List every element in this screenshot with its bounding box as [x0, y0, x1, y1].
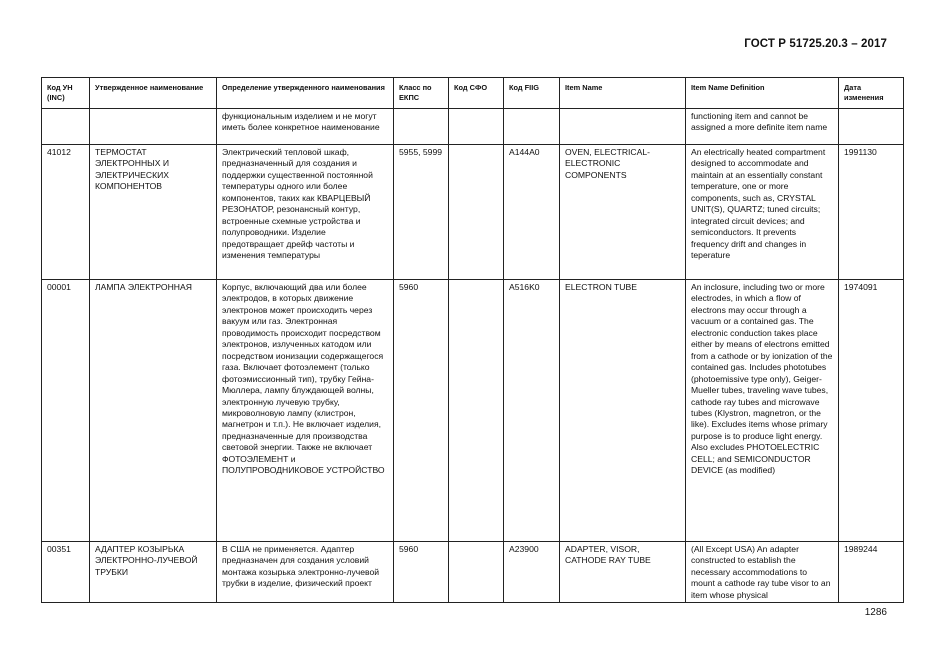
cell-code: 41012: [42, 145, 90, 280]
specification-table: [41, 77, 904, 603]
cell-fiig: A144A0: [504, 145, 560, 280]
table-row: [42, 542, 904, 603]
column-header-definition: Определение утвержденного наименования: [217, 78, 394, 109]
cell-class: 5960: [394, 280, 449, 542]
cell-code: [42, 109, 90, 145]
cell-definition: Корпус, включающий два или более электродов, в которых движение электронов может происходить через вакуум или газ. Электронная проводимость происходит посредством электронов, излученных катодом или посредством ионизации содержащегося газа. Включает фотоэлемент (только фотоэмиссионный тип), трубку Гейна-Мюллера, лампу блуждающей волны, электронную лучевую трубку, микроволновую лампу (клистрон, магнетрон и т.п.). Не включает изделия, предназначенные для производства световой энергии. Также не включает ФОТОЭЛЕМЕНТ и ПОЛУПРОВОДНИКОВОЕ УСТРОЙСТВО: [217, 280, 394, 542]
cell-name: АДАПТЕР КОЗЫРЬКА ЭЛЕКТРОННО-ЛУЧЕВОЙ ТРУБКИ: [90, 542, 217, 603]
cell-date: [839, 109, 904, 145]
cell-item-name: [560, 109, 686, 145]
column-header-sfo: Код СФО: [449, 78, 504, 109]
cell-class: 5955, 5999: [394, 145, 449, 280]
cell-sfo: [449, 542, 504, 603]
column-header-name: Утвержденное наименование: [90, 78, 217, 109]
cell-item-definition: functioning item and cannot be assigned a more definite item name: [686, 109, 839, 145]
cell-definition: Электрический тепловой шкаф, предназначенный для создания и поддержки существенной постоянной температуры одного или более компонентов, таких как КВАРЦЕВЫЙ РЕЗОНАТОР, резонансный контур, встроенные схемные устройства и полупроводники. Изделие предотвращает дрейф частоты и изменения температуры: [217, 145, 394, 280]
cell-item-name: ELECTRON TUBE: [560, 280, 686, 542]
cell-code: 00351: [42, 542, 90, 603]
cell-code: 00001: [42, 280, 90, 542]
cell-sfo: [449, 109, 504, 145]
cell-fiig: A516K0: [504, 280, 560, 542]
cell-fiig: A23900: [504, 542, 560, 603]
cell-name: ЛАМПА ЭЛЕКТРОННАЯ: [90, 280, 217, 542]
cell-item-definition: An inclosure, including two or more electrodes, in which a flow of electrons may occur through a vacuum or a contained gas. The electronic conduction takes place either by means of electrons emitted from a cathode or by ionization of the contained gas. Includes phototubes (photoemissive type only), Geiger-Mueller tubes, traveling wave tubes, cathode ray tubes and microwave tubes (Klystron, magnetron, or the like). Excludes items whose primary purpose is to produce light energy. Also excludes PHOTOELECTRIC CELL; and SEMICONDUCTOR DEVICE (as modified): [686, 280, 839, 542]
column-header-date: Дата изменения: [839, 78, 904, 109]
document-code: ГОСТ Р 51725.20.3 – 2017: [744, 38, 887, 50]
cell-item-definition: An electrically heated compartment designed to accommodate and maintain at an essentially constant temperature, one or more components, such as, CRYSTAL UNIT(S), QUARTZ; tuned circuits; integrated circuit devices; and semiconductors. It prevents frequency drift and changes in teperature: [686, 145, 839, 280]
cell-name: [90, 109, 217, 145]
cell-date: 1989244: [839, 542, 904, 603]
column-header-code: Код УН (INC): [42, 78, 90, 109]
cell-item-name: OVEN, ELECTRICAL-ELECTRONIC COMPONENTS: [560, 145, 686, 280]
column-header-class: Класс по ЕКПС: [394, 78, 449, 109]
table-row: [42, 109, 904, 145]
column-header-fiig: Код FIIG: [504, 78, 560, 109]
cell-sfo: [449, 280, 504, 542]
cell-class: 5960: [394, 542, 449, 603]
table-header-row: [42, 78, 904, 109]
cell-name: ТЕРМОСТАТ ЭЛЕКТРОННЫХ И ЭЛЕКТРИЧЕСКИХ КОМПОНЕНТОВ: [90, 145, 217, 280]
table-row: [42, 280, 904, 542]
table-row: [42, 145, 904, 280]
cell-date: 1974091: [839, 280, 904, 542]
cell-date: 1991130: [839, 145, 904, 280]
page-number: 1286: [864, 607, 887, 618]
cell-fiig: [504, 109, 560, 145]
cell-definition: В США не применяется. Адаптер предназначен для создания условий монтажа козырька электронно-лучевой трубки в изделие, физический проект: [217, 542, 394, 603]
cell-class: [394, 109, 449, 145]
cell-item-definition: (All Except USA) An adapter constructed to establish the necessary accommodations to mount a cathode ray tube visor to an item whose physical: [686, 542, 839, 603]
cell-definition: функциональным изделием и не могут иметь более конкретное наименование: [217, 109, 394, 145]
cell-item-name: ADAPTER, VISOR, CATHODE RAY TUBE: [560, 542, 686, 603]
column-header-item-name: Item Name: [560, 78, 686, 109]
column-header-item-definition: Item Name Definition: [686, 78, 839, 109]
cell-sfo: [449, 145, 504, 280]
